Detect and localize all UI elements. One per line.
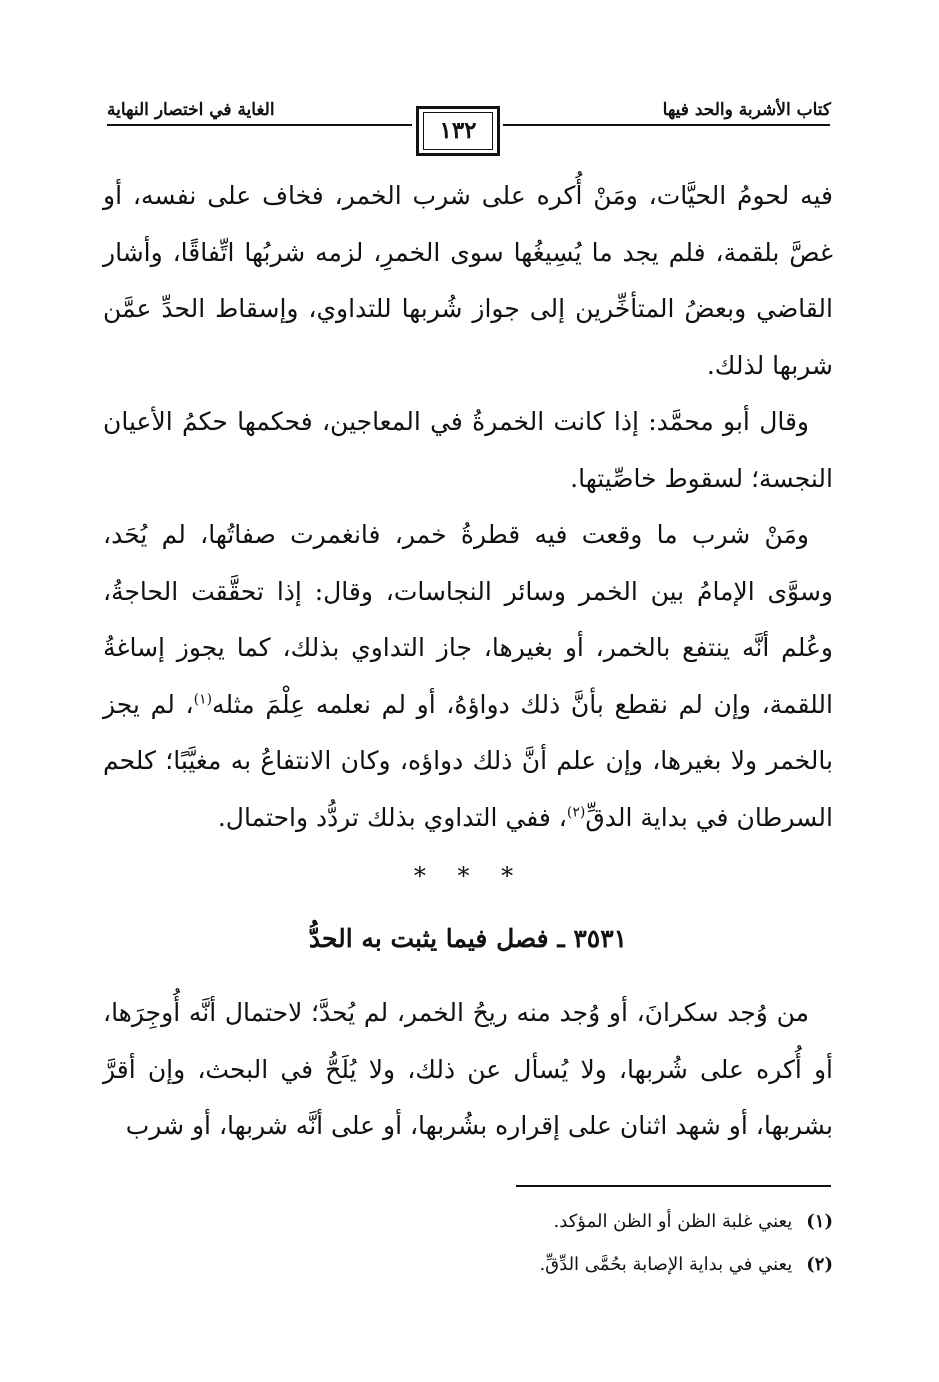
footnote-1-text: يعني غلبة الظن أو الظن المؤكد. <box>553 1211 793 1232</box>
paragraph-3-part-b: ، لم يجز بالخمر ولا بغيرها، وإن علم أنَّ ذلك دواؤه، وكان الانتفاعُ به مغيَّبًا؛ كلحم السرطان في بداية الدقِّ <box>103 689 833 832</box>
footnote-ref-2[interactable]: (٢) <box>566 804 586 821</box>
footnote-divider <box>516 1185 831 1187</box>
section-heading: ٣٥٣١ ـ فصل فيما يثبت به الحدُّ <box>308 924 628 953</box>
footnote-2-mark: (٢) <box>806 1254 833 1275</box>
footnote-2-text: يعني في بداية الإصابة بحُمَّى الدِّقِّ. <box>539 1254 793 1275</box>
footnote-2 <box>300 1243 833 1286</box>
footnote-ref-1[interactable]: (١) <box>193 691 213 708</box>
paragraph-4 <box>103 985 833 1155</box>
section-separator: * * * <box>413 862 526 890</box>
paragraph-2 <box>103 394 833 507</box>
header-rule-right <box>503 124 830 126</box>
running-header-chapter: كتاب الأشربة والحد فيها <box>662 100 831 120</box>
paragraph-3 <box>103 507 833 846</box>
paragraph-1-text: فيه لحومُ الحيَّات، ومَنْ أُكره على شرب الخمر، فخاف على نفسه، أو غصَّ بلقمة، فلم يجد ما يُسِيغُها سوى الخمرِ، لزمه شربُها اتِّفاقًا، وأشار القاضي وبعضُ المتأخِّرين إلى جواز شُربها للتداوي، وإسقاط الحدِّ عمَّن شربها لذلك. <box>103 181 833 380</box>
footnotes <box>300 1200 833 1286</box>
header-rule-left <box>107 124 412 126</box>
paragraph-3-part-a: ومَنْ شرب ما وقعت فيه قطرةُ خمر، فانغمرت صفاتُها، لم يُحَد، وسوَّى الإمامُ بين الخمر وسائر النجاسات، وقال: إذا تحقَّقت الحاجةُ، وعُلم أنَّه ينتفع بالخمر، أو بغيرها، جاز التداوي بذلك، كما يجوز إساغةُ اللقمة، وإن لم نقطع بأنَّ ذلك دواؤهُ، أو لم نعلمه عِلْمَ مثله <box>103 520 833 719</box>
running-header-book-title: الغاية في اختصار النهاية <box>107 100 275 120</box>
paragraph-3-text <box>103 507 833 846</box>
paragraph-4-text: من وُجد سكرانَ، أو وُجد منه ريحُ الخمر، لم يُحدَّ؛ لاحتمال أنَّه أُوجِرَها، أو أُكره على شُربها، ولا يُسأل عن ذلك، ولا يُلَحُّ في البحث، وإن أقرَّ بشربها، أو شهد اثنان على إقراره بشُربها، أو على أنَّه شربها، أو شرب <box>103 998 833 1140</box>
paragraph-2-text: وقال أبو محمَّد: إذا كانت الخمرةُ في المعاجين، فحكمها حكمُ الأعيان النجسة؛ لسقوط خاصِّيتها. <box>103 407 833 493</box>
footnote-1 <box>300 1200 833 1243</box>
page-number: ١٣٢ <box>439 117 477 144</box>
paragraph-1 <box>103 168 833 394</box>
page-number-frame <box>416 106 500 156</box>
footnote-1-mark: (١) <box>806 1211 833 1232</box>
paragraph-3-part-c: ، ففي التداوي بذلك تردُّد واحتمال. <box>217 802 567 832</box>
